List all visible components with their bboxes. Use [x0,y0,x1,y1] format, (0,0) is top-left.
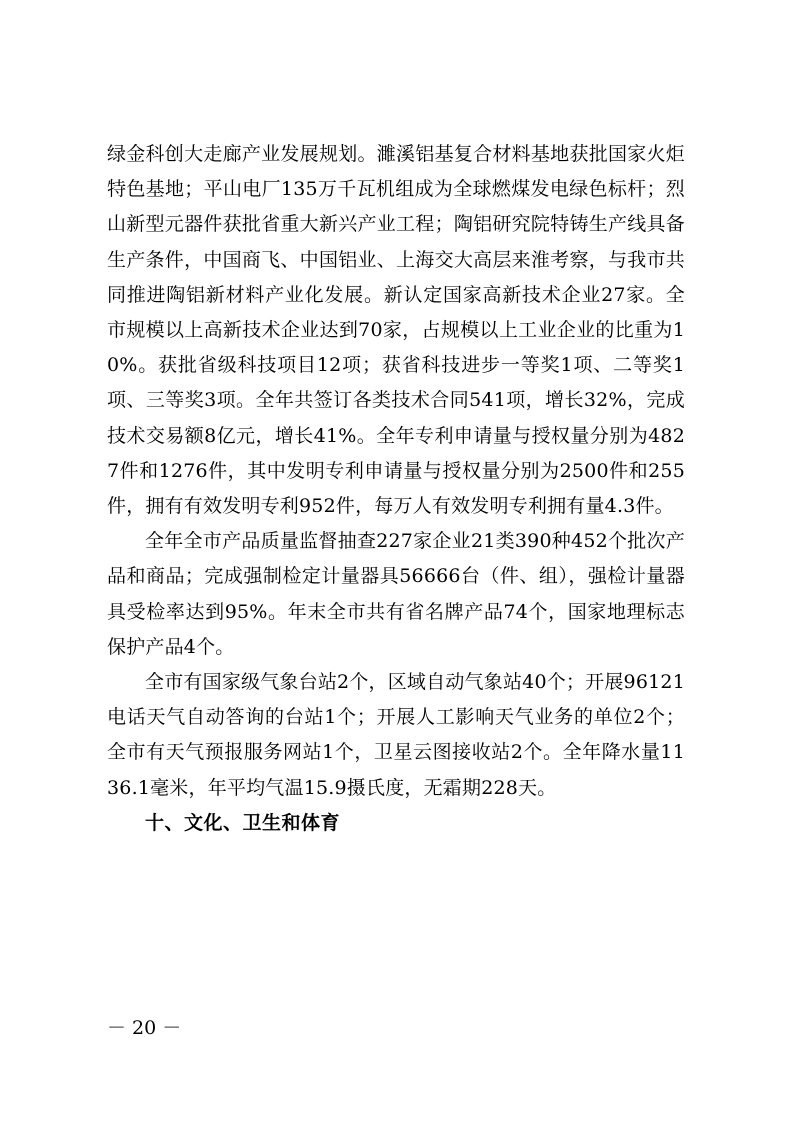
document-body [107,137,685,841]
paragraph-quality-supervision: 全年全市产品质量监督抽查227家企业21类390种452个批次产品和商品；完成强制检定计量器具56666台（件、组），强检计量器具受检率达到95%。年末全市共有省名牌产品74个，国家地理标志保护产品4个。 [107,530,685,658]
page-number: － 20 － [107,1017,182,1039]
paragraph-meteorology: 全市有国家级气象台站2个，区域自动气象站40个；开展96121电话天气自动答询的台站1个；开展人工影响天气业务的单位2个；全市有天气预报服务网站1个，卫星云图接收站2个。全年降水量1136.1毫米，年平均气温15.9摄氏度，无霜期228天。 [107,671,685,799]
section-heading: 十、文化、卫生和体育 [145,811,341,834]
paragraph-tech-innovation: 绿金科创大走廊产业发展规划。濉溪铝基复合材料基地获批国家火炬特色基地；平山电厂135万千瓦机组成为全球燃煤发电绿色标杆；烈山新型元器件获批省重大新兴产业工程；陶铝研究院特铸生产线具备生产条件，中国商飞、中国铝业、上海交大高层来淮考察，与我市共同推进陶铝新材料产业化发展。新认定国家高新技术企业27家。全市规模以上高新技术企业达到70家，占规模以上工业企业的比重为10%。获批省级科技项目12项；获省科技进步一等奖1项、二等奖1项、三等奖3项。全年共签订各类技术合同541项，增长32%，完成技术交易额8亿元，增长41%。全年专利申请量与授权量分别为4827件和1276件，其中发明专利申请量与授权量分别为2500件和255件，拥有有效发明专利952件，每万人有效发明专利拥有量4.3件。 [107,143,685,518]
